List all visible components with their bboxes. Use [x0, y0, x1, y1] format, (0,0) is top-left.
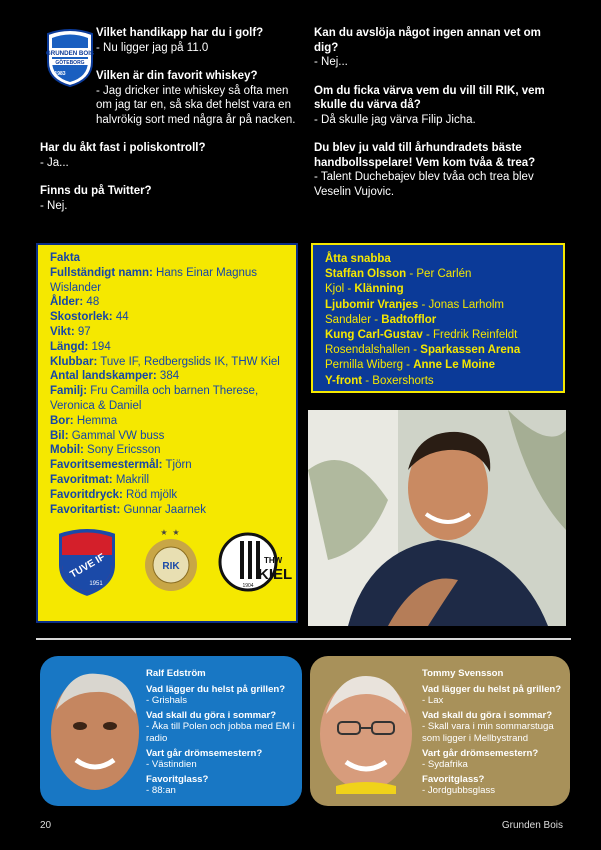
card-answer: - Sydafrika	[422, 759, 468, 771]
fakta-label: Ålder:	[50, 296, 84, 309]
interview-right-column	[314, 26, 566, 213]
qa-item	[40, 184, 300, 213]
separator: -	[402, 359, 414, 372]
snabba-row	[325, 267, 551, 282]
card-answer: - Lax	[422, 695, 444, 707]
answer: - Nej...	[314, 56, 348, 68]
fakta-label: Fullständigt namn:	[50, 266, 153, 279]
separator: -	[410, 344, 421, 357]
snabba-option-left: Kung Carl-Gustav	[325, 329, 423, 342]
fakta-label: Antal landskamper:	[50, 370, 157, 383]
fakta-row	[50, 503, 286, 518]
fakta-label: Familj:	[50, 385, 88, 398]
snabba-row	[325, 328, 551, 343]
fakta-row	[50, 325, 286, 340]
snabba-row	[325, 374, 551, 389]
card-answer: - Skall vara i min sommarstuga som ligger i Mellbystrand	[422, 721, 554, 744]
fakta-row	[50, 488, 286, 503]
snabba-list	[325, 267, 551, 389]
kiel-badge-text: KIEL	[258, 566, 292, 583]
snabba-option-right: Fredrik Reinfeldt	[433, 329, 518, 342]
tuve-badge-text: TUVE IF	[68, 551, 108, 581]
logo-year: 1983	[54, 71, 66, 77]
snabba-option-left: Pernilla Wiberg	[325, 359, 403, 372]
card-question: Favoritglass?	[146, 773, 209, 785]
snabba-option-right: Badtofflor	[381, 313, 437, 326]
snabba-option-right: Jonas Larholm	[428, 298, 504, 311]
answer: - Nu ligger jag på 11.0	[96, 41, 209, 54]
snabba-option-right: Per Carlén	[416, 268, 472, 281]
fakta-row	[50, 355, 286, 370]
kiel-thw-text: THW	[264, 556, 283, 565]
divider	[36, 638, 571, 640]
publication-title: Grunden Bois	[501, 820, 563, 831]
tuve-if-badge	[52, 525, 122, 599]
qa-item	[40, 141, 300, 170]
fakta-row	[50, 443, 286, 458]
fakta-row	[50, 369, 286, 384]
card-question: Favoritglass?	[422, 773, 485, 785]
card-text	[422, 668, 566, 800]
snabba-row	[325, 282, 551, 297]
answer: - Då skulle jag värva Filip Jicha.	[314, 113, 476, 126]
fakta-row	[50, 458, 286, 473]
question: Vilken är din favorit whiskey?	[96, 70, 258, 82]
fakta-label: Längd:	[50, 340, 89, 353]
fakta-row	[50, 473, 286, 488]
rik-badge	[136, 525, 206, 599]
fakta-label: Bor:	[50, 414, 74, 427]
fakta-row	[50, 295, 286, 310]
snabba-title: Åtta snabba	[325, 253, 391, 265]
fakta-label: Bil:	[50, 429, 69, 442]
snabba-option-right: Anne Le Moine	[413, 359, 495, 372]
fakta-value: 97	[74, 325, 91, 338]
kiel-badge-year: 1904	[242, 583, 254, 589]
qa-item	[314, 26, 566, 70]
fakta-row	[50, 340, 286, 355]
fakta-label: Favoritmat:	[50, 473, 113, 486]
question: Har du åkt fast i poliskontroll?	[40, 142, 206, 154]
logo-bottom-text: GÖTEBORG	[55, 60, 85, 66]
snabba-option-left: Kjol	[325, 283, 345, 296]
question: Finns du på Twitter?	[40, 185, 152, 197]
fakta-box	[36, 243, 298, 623]
page-number: 20	[40, 820, 52, 831]
card-question: Vart går drömsemestern?	[422, 747, 539, 759]
rik-star-icon: ★	[160, 528, 168, 537]
atta-snabba-box	[311, 243, 565, 393]
fakta-value: Hemma	[73, 414, 118, 427]
fakta-label: Favoritsemestermål:	[50, 459, 163, 472]
profile-card-tommy	[310, 656, 570, 806]
fakta-value: Makrill	[112, 473, 150, 486]
snabba-option-right: Boxershorts	[372, 374, 434, 387]
card-answer: - Västindien	[146, 759, 197, 771]
fakta-value: Gunnar Jaarnek	[120, 503, 206, 516]
card-answer: - Grishals	[146, 695, 188, 707]
separator: -	[418, 298, 429, 311]
separator: -	[371, 313, 382, 326]
fakta-label: Favoritdryck:	[50, 488, 123, 501]
card-name: Ralf Edström	[146, 668, 206, 679]
fakta-value: 48	[83, 296, 100, 309]
fakta-row	[50, 266, 286, 296]
snabba-option-left: Rosendalshallen	[325, 344, 411, 357]
question: Om du ficka värva vem du vill till RIK, vem skulle du värva då?	[314, 84, 545, 111]
fakta-value: Gammal VW buss	[68, 429, 165, 442]
rik-star-icon: ★	[172, 528, 180, 537]
fakta-value: 44	[112, 311, 129, 324]
fakta-label: Vikt:	[50, 325, 75, 338]
snabba-option-left: Y-front	[325, 374, 363, 387]
fakta-value: 194	[88, 340, 111, 353]
fakta-value: Fru Camilla och barnen Therese, Veronica & Daniel	[50, 385, 259, 412]
fakta-label: Skostorlek:	[50, 311, 113, 324]
fakta-list	[50, 266, 286, 518]
fakta-label: Klubbar:	[50, 355, 98, 368]
snabba-row	[325, 298, 551, 313]
snabba-option-left: Staffan Olsson	[325, 268, 407, 281]
fakta-value: Tuve IF, Redbergslids IK, THW Kiel	[97, 355, 280, 368]
snabba-row	[325, 313, 551, 328]
qa-item	[314, 84, 566, 128]
profile-card-ralf	[40, 656, 302, 806]
fakta-row	[50, 310, 286, 325]
ralf-face-photo	[48, 670, 142, 794]
fakta-row	[50, 414, 286, 429]
question: Vilket handikapp har du i golf?	[96, 27, 264, 39]
card-name: Tommy Svensson	[422, 668, 504, 679]
separator: -	[422, 329, 433, 342]
card-question: Vad lägger du helst på grillen?	[422, 683, 562, 695]
card-question: Vad lägger du helst på grillen?	[146, 683, 286, 695]
answer: - Talent Duchebajev blev tvåa och trea blev Veselin Vujovic.	[314, 171, 534, 198]
thw-kiel-badge	[218, 525, 292, 599]
answer: - Nej.	[40, 199, 68, 212]
rik-badge-text: RIK	[162, 561, 180, 572]
card-question: Vart går drömsemestern?	[146, 747, 263, 759]
fakta-row	[50, 429, 286, 444]
tommy-face-photo	[316, 670, 416, 794]
fakta-label: Favoritartist:	[50, 503, 121, 516]
fakta-value: 384	[156, 370, 180, 383]
interview-left-column	[40, 26, 300, 227]
qa-item	[40, 69, 300, 127]
card-answer: - 88:an	[146, 785, 176, 797]
card-question: Vad skall du göra i sommar?	[146, 709, 277, 721]
question: Kan du avslöja något ingen annan vet om dig?	[314, 27, 541, 54]
snabba-option-left: Ljubomir Vranjes	[325, 298, 419, 311]
fakta-value: Sony Ericsson	[83, 444, 161, 457]
snabba-option-right: Sparkassen Arena	[420, 344, 521, 357]
logo-top-text: GRUNDEN BOIS	[45, 50, 95, 57]
separator: -	[406, 268, 417, 281]
separator: -	[362, 374, 373, 387]
answer: - Jag dricker inte whiskey så ofta men om jag tar en, så ska det helst vara en halvrökig sort med några år på nacken.	[96, 84, 296, 126]
answer: - Ja...	[40, 156, 69, 169]
tuve-badge-year: 1951	[89, 581, 103, 587]
fakta-label: Mobil:	[50, 444, 84, 457]
fakta-value: Hans Einar Magnus Wislander	[50, 266, 258, 294]
club-badges	[52, 525, 292, 599]
snabba-row	[325, 343, 551, 358]
player-photo	[308, 410, 566, 626]
card-text	[146, 668, 296, 800]
card-answer: - Åka till Polen och jobba med EM i radio	[146, 721, 295, 744]
qa-item	[40, 26, 300, 55]
separator: -	[344, 283, 355, 296]
card-answer: - Jordgubbsglass	[422, 785, 496, 797]
qa-item	[314, 141, 566, 199]
fakta-title: Fakta	[50, 252, 81, 264]
snabba-row	[325, 358, 551, 373]
question: Du blev ju vald till århundradets bäste handbollsspelare! Vem kom tvåa & trea?	[314, 142, 536, 169]
snabba-option-right: Klänning	[354, 283, 404, 296]
card-question: Vad skall du göra i sommar?	[422, 709, 553, 721]
fakta-row	[50, 384, 286, 414]
snabba-option-left: Sandaler	[325, 313, 372, 326]
fakta-value: Tjörn	[162, 459, 192, 472]
fakta-value: Röd mjölk	[122, 488, 178, 501]
